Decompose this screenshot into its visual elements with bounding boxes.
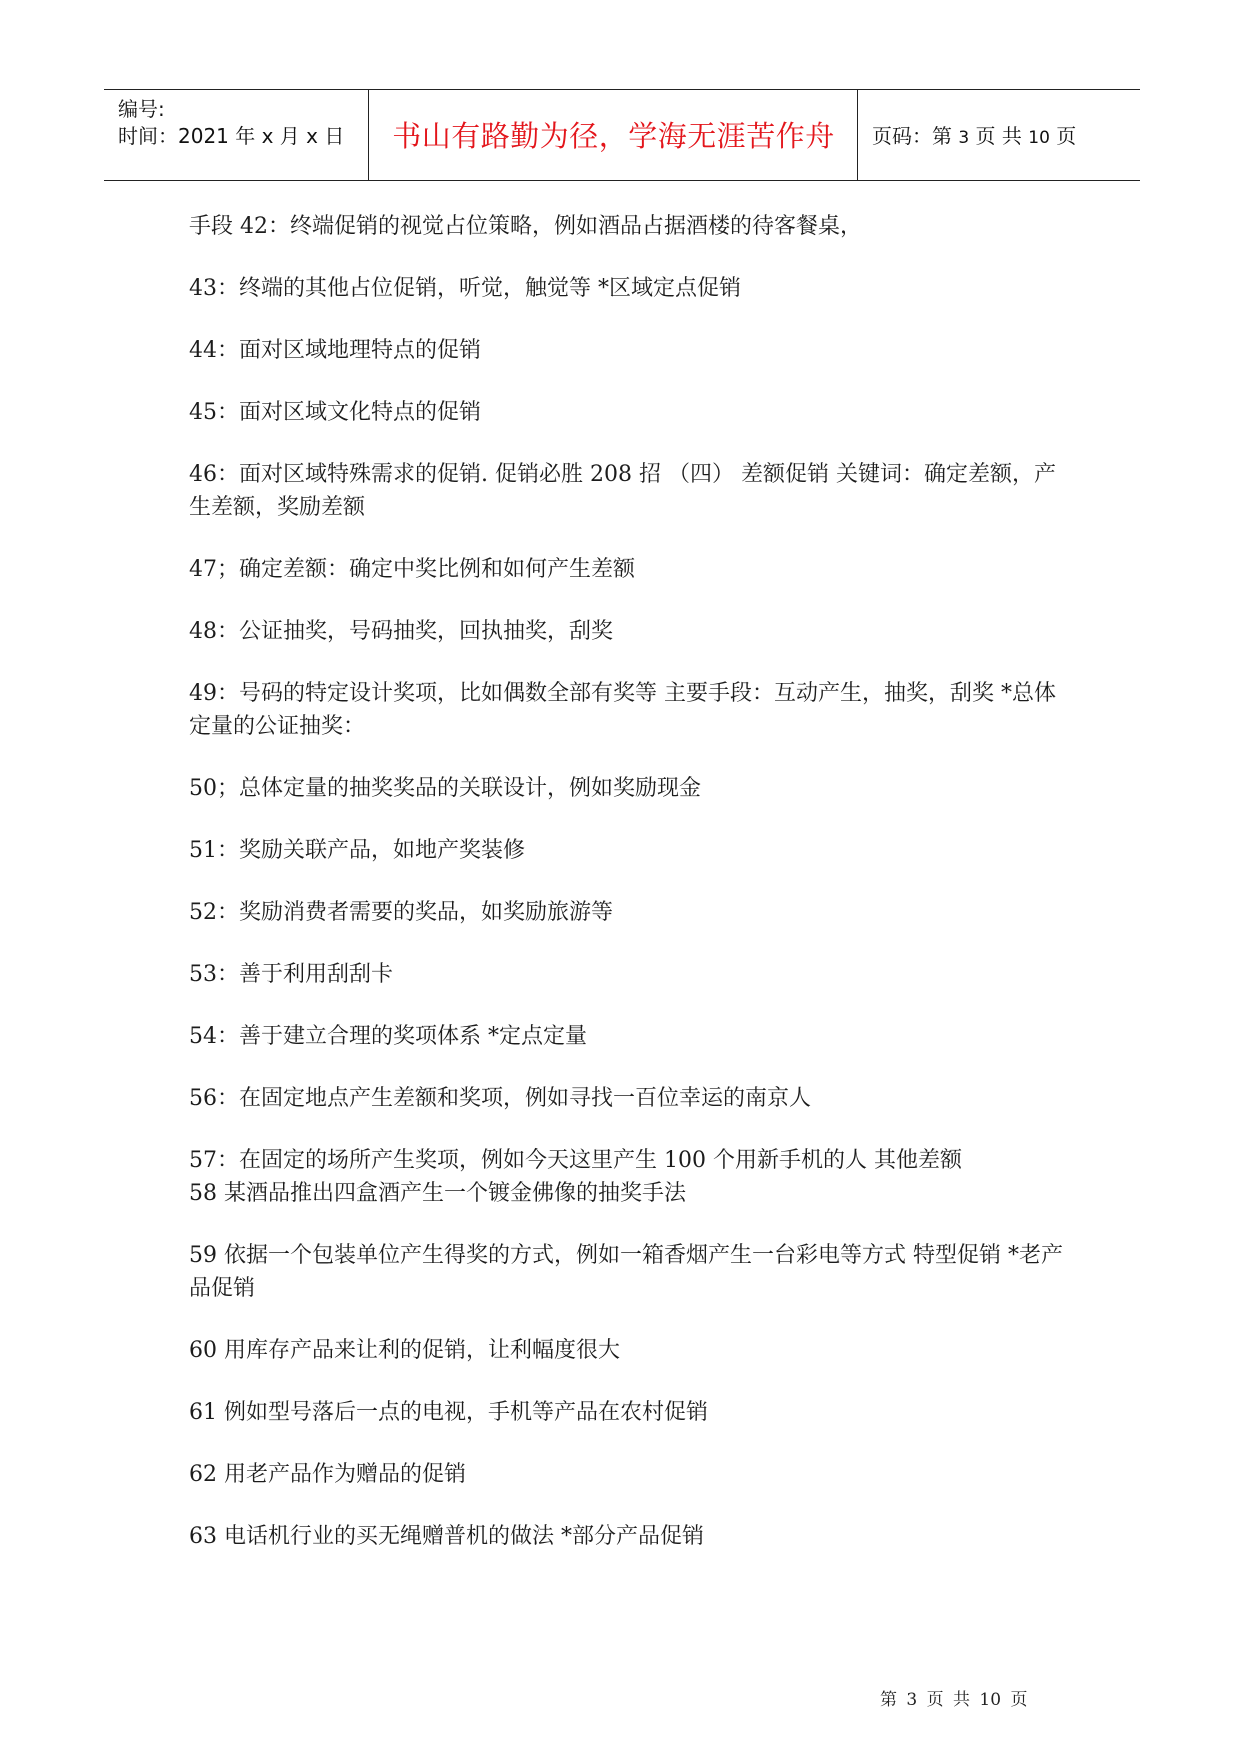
- page-suffix: 页: [1056, 124, 1077, 148]
- header-divider-right: [857, 90, 858, 180]
- paragraph: 57：在固定的场所产生奖项，例如今天这里产生 100 个用新手机的人 其他差额 58 某酒品推出四盒酒产生一个镀金佛像的抽奖手法: [189, 1148, 962, 1206]
- header-motto: 书山有路勤为径，学海无涯苦作舟: [392, 119, 835, 153]
- page-current-number: 3: [958, 128, 970, 148]
- page-prefix: 页码：第: [872, 124, 952, 148]
- paragraph: 61 例如型号落后一点的电视，手机等产品在农村促销: [189, 1400, 708, 1425]
- paragraph: 53：善于利用刮刮卡: [189, 962, 393, 987]
- document-number-label: 编号:: [118, 97, 165, 121]
- paragraph: 59 依据一个包装单位产生得奖的方式，例如一箱香烟产生一台彩电等方式 特型促销 *老产品促销: [189, 1243, 1063, 1301]
- paragraph: 手段 42：终端促销的视觉占位策略，例如酒品占据酒楼的待客餐桌，: [189, 214, 862, 239]
- paragraph: 43：终端的其他占位促销，听觉，触觉等 *区域定点促销: [189, 276, 741, 301]
- document-time-label: 时间：2021 年 x 月 x 日: [118, 124, 345, 148]
- paragraph: 60 用库存产品来让利的促销，让利幅度很大: [189, 1338, 620, 1363]
- paragraph: 62 用老产品作为赠品的促销: [189, 1462, 466, 1487]
- header-divider-left: [368, 90, 369, 180]
- paragraph: 44：面对区域地理特点的促销: [189, 338, 481, 363]
- header-meta: [118, 96, 344, 150]
- page-middle: 页 共: [975, 124, 1022, 148]
- header-page-indicator: [872, 123, 1076, 151]
- paragraph: 50；总体定量的抽奖奖品的关联设计，例如奖励现金: [189, 776, 701, 801]
- paragraph: 49：号码的特定设计奖项，比如偶数全部有奖等 主要手段：互动产生，抽奖，刮奖 *总体定量的公证抽奖：: [189, 681, 1056, 739]
- page-header: [104, 89, 1140, 181]
- page-total-number: 10: [1028, 128, 1050, 148]
- document-body: [189, 210, 1069, 1582]
- paragraph: 47；确定差额：确定中奖比例和如何产生差额: [189, 557, 635, 582]
- paragraph: 52：奖励消费者需要的奖品，如奖励旅游等: [189, 900, 613, 925]
- page-footer: 第 3 页 共 10 页: [880, 1690, 1028, 1710]
- paragraph: 51：奖励关联产品，如地产奖装修: [189, 838, 525, 863]
- paragraph: 48：公证抽奖，号码抽奖，回执抽奖，刮奖: [189, 619, 613, 644]
- paragraph: 45：面对区域文化特点的促销: [189, 400, 481, 425]
- paragraph: 56：在固定地点产生差额和奖项，例如寻找一百位幸运的南京人: [189, 1086, 811, 1111]
- paragraph: 54：善于建立合理的奖项体系 *定点定量: [189, 1024, 587, 1049]
- paragraph: 63 电话机行业的买无绳赠普机的做法 *部分产品促销: [189, 1524, 704, 1549]
- paragraph: 46：面对区域特殊需求的促销. 促销必胜 208 招 （四） 差额促销 关键词：确定差额，产生差额，奖励差额: [189, 462, 1056, 520]
